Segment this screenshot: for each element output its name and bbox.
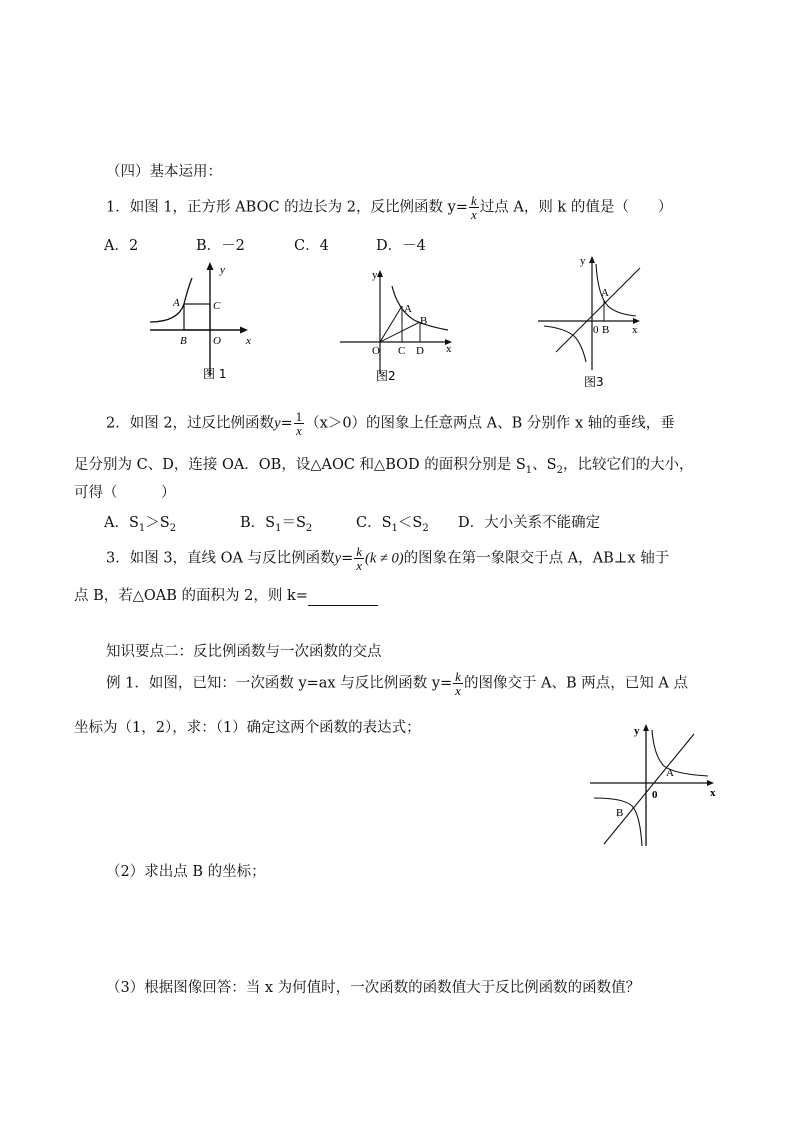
section-title: （四）基本运用：: [106, 164, 222, 180]
q1-text: 1．如图 1，正方形 ABOC 的边长为 2，反比例函数 y=: [106, 199, 468, 216]
fig3-y-arrow-icon: [589, 256, 595, 263]
q3-text-end: 的图象在第一象限交于点 A，AB⊥x 轴于: [403, 550, 670, 567]
q2-text: 2．如图 2，过反比例函数: [106, 415, 275, 432]
fig1-label-a: A: [173, 297, 180, 309]
question-2: 2．如图 2，过反比例函数y= $\frac{1}{x}$ （x＞0）的图象上任意两点 A、B 分别作 x 轴的垂线，垂: [106, 409, 675, 438]
fig1-caption: 图 1: [203, 367, 227, 381]
fig2-label-a: A: [404, 303, 412, 315]
ex1-line-2: 坐标为（1，2），求：（1）确定这两个函数的表达式；: [74, 720, 421, 736]
q2-line-2: 足分别为 C、D，连接 OA．OB，设△AOC 和△BOD 的面积分别是 $S_1$、$S_2$，比较它们的大小，: [74, 457, 694, 476]
fig1-label-b: B: [180, 335, 187, 347]
kp2-heading: 知识要点二：反比例函数与一次函数的交点: [106, 644, 382, 660]
figure-4: [586, 716, 724, 852]
fig2-label-c: C: [398, 345, 406, 357]
q1-text-end: 过点 A，则 k 的值是（ ）: [479, 199, 673, 216]
fig1-label-c: C: [213, 300, 221, 312]
fig4-hyperbola-q3: [594, 798, 642, 846]
q1-fraction: $\frac{k}{x}$: [470, 193, 477, 222]
fig2-label-y: y: [372, 269, 378, 281]
q2-option-b: B．$S_1=S_2$: [240, 515, 313, 534]
example-1: [106, 670, 688, 697]
figure-2: [336, 264, 462, 386]
fig3-label-o: 0: [593, 324, 599, 336]
fig1-label-y: y: [220, 264, 225, 276]
fig2-caption: 图2: [376, 369, 396, 383]
ex1-part-3: （3）根据图像回答：当 x 为何值时，一次函数的函数值大于反比例函数的函数值？: [106, 980, 641, 996]
fig4-hyperbola-q1: [652, 730, 708, 776]
fig4-label-x: x: [710, 787, 716, 799]
fig3-label-a: A: [601, 287, 609, 299]
fig4-label-a: A: [666, 767, 674, 779]
q1-option-c: C．4: [294, 238, 329, 254]
ex1-part-2: （2）求出点 B 的坐标；: [106, 864, 266, 880]
fig1-label-o: O: [213, 335, 221, 347]
q2-option-c: C．$S_1<S_2$: [356, 515, 429, 534]
fig1-square: [184, 304, 210, 330]
question-1: [106, 194, 672, 221]
fig3-hyperbola-q3: [544, 326, 586, 362]
q2-option-d: D．大小关系不能确定: [458, 515, 601, 531]
fig1-hyperbola-upper: [184, 278, 192, 304]
fig4-x-arrow-icon: [707, 780, 714, 786]
ex1-fraction: $\frac{k}{x}$: [455, 669, 461, 698]
fig4-label-b: B: [616, 807, 624, 819]
fig4-line-y-ax: [604, 734, 694, 844]
fig3-label-b: B: [602, 324, 610, 336]
fig2-label-d: D: [416, 345, 424, 357]
figure-1: [140, 258, 270, 386]
q2-line-3: 可得（ ）: [74, 485, 176, 501]
q3-fraction: $\frac{k}{x}$: [356, 544, 363, 573]
q1-option-a: A．2: [104, 238, 139, 254]
fig4-label-y: y: [634, 725, 640, 737]
fig2-label-x: x: [446, 343, 452, 355]
fig3-caption: 图3: [584, 375, 604, 389]
ex1-text: 例 1．如图，已知：一次函数 y=ax 与反比例函数 y=: [106, 675, 453, 692]
question-3: 3．如图 3，直线 OA 与反比例函数y= $\frac{k}{x}$ (k ≠ 0)的图象在第一象限交于点 A，AB⊥x 轴于: [106, 544, 670, 573]
q2-option-a: A．$S_1>S_2$: [104, 515, 177, 534]
figure-3: [534, 250, 652, 390]
fig1-label-x: x: [246, 335, 251, 347]
q2-text-cond: （x＞0）的图象上任意两点 A、B 分别作 x 轴的垂线，垂: [305, 415, 675, 432]
fig2-y-arrow-icon: [377, 270, 383, 277]
q3-line-2: 点 B，若△OAB 的面积为 2，则 k=: [74, 586, 378, 606]
fig1-y-arrow-icon: [207, 262, 214, 270]
q3-answer-blank[interactable]: [308, 591, 378, 606]
fig2-label-o: O: [372, 345, 380, 357]
fig2-label-b: B: [420, 315, 428, 327]
q3-text: 3．如图 3，直线 OA 与反比例函数: [106, 550, 335, 567]
q2-fraction: $\frac{1}{x}$: [295, 409, 303, 438]
fig3-label-y: y: [580, 255, 586, 267]
fig1-x-arrow-icon: [240, 327, 248, 334]
ex1-text-end: 的图像交于 A、B 两点，已知 A 点: [463, 675, 688, 692]
fig4-y-arrow-icon: [643, 724, 649, 731]
q3-condition: (k ≠ 0): [365, 550, 404, 567]
q2-var-y: y: [274, 415, 281, 432]
q1-option-d: D．－4: [376, 238, 426, 254]
fig4-label-o: 0: [652, 789, 658, 801]
q1-option-b: B．－2: [196, 238, 245, 254]
fig3-label-x: x: [632, 324, 638, 336]
